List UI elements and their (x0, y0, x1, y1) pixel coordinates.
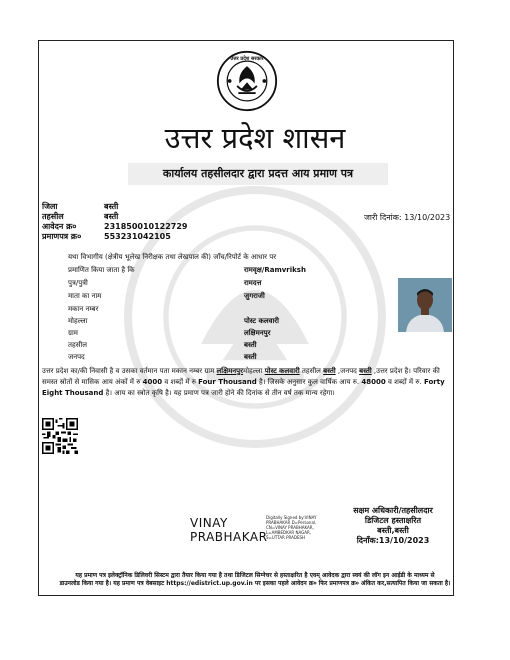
digital-signature-line: PRABHAKAR D=Personal, (266, 520, 317, 525)
applicant-photo (398, 278, 452, 332)
digital-signature-line: L=AMBEDKAR NAGAR, (266, 530, 312, 535)
qr-code-icon (42, 418, 78, 454)
digital-signature-block (266, 515, 316, 540)
detail-label: माता का नाम (68, 292, 102, 300)
detail-label: मोहल्ला (68, 317, 88, 325)
paragraph-text: मोहल्ला (243, 367, 265, 375)
paragraph-mohalla: पोस्ट कलवारी (264, 367, 300, 375)
meta-value: बस्ती (104, 202, 119, 211)
paragraph-tehsil: बस्ती (323, 367, 336, 375)
officer-block (338, 506, 448, 546)
paragraph-text: व शब्दों में रु. (385, 378, 424, 386)
annual-income-number: 48000 (361, 378, 386, 386)
annual-income-words: Forty Eight Thousand (42, 378, 445, 397)
monthly-income-words: Four Thousand (198, 378, 257, 386)
detail-value: पोस्ट कलवारी (244, 317, 279, 325)
officer-date: दिनाँक:13/10/2023 (356, 536, 430, 545)
certificate-subtitle: कार्यालय तहसीलदार द्वारा प्रदत्त आय प्रमाण पत्र (128, 163, 388, 185)
monthly-income-number: 4000 (142, 378, 163, 386)
paragraph-village: लक्षिमनपुर (216, 367, 244, 375)
detail-label: पुत्र/पुत्री (68, 279, 88, 287)
detail-label: तहसील (68, 341, 87, 349)
paragraph-text: उत्तर प्रदेश का/की निवासी है व उसका वर्तमान पता मकान नम्बर ग्राम (42, 367, 217, 375)
certificate-paragraph (42, 366, 454, 399)
digital-signature-line: S=UTTAR PRADESH (266, 535, 306, 540)
paragraph-text: तहसील (299, 367, 324, 375)
paragraph-text: व शब्दों में रु (162, 378, 199, 386)
detail-value: रामवृक्ष/Ramvriksh (244, 266, 306, 274)
detail-value: जुगराजी (244, 292, 265, 300)
issue-date: जारी दिनांक: 13/10/2023 (364, 213, 451, 222)
detail-value: लक्षिमनपुर (244, 329, 271, 337)
officer-digital-signed: डिजिटल हस्ताक्षरित (364, 516, 422, 525)
detail-label: प्रमाणित किया जाता है कि (68, 266, 135, 274)
meta-value: बस्ती (104, 212, 119, 221)
paragraph-text: है। आय का स्त्रोत कृषि है। यह प्रमाण पत्र जारी होने की दिनांक से तीन वर्ष तक मान्य रहेगा। (103, 389, 335, 397)
digital-signature-line: CN=VINAY PRABHAKAR, (266, 525, 314, 530)
signer-name (190, 516, 267, 544)
person-photo-icon (398, 278, 452, 332)
paragraph-text: ,उत्तर प्रदेश है। परिवार की समस्त स्रोतों से मासिक आय अंकों में रु (42, 367, 440, 386)
paragraph-text: है। जिसके अनुसार कुल वार्षिक आय रु. (256, 378, 362, 386)
emblem-text: उत्तर प्रदेश सरकार (230, 56, 264, 62)
detail-value: बस्ती (244, 341, 257, 349)
meta-label: जिला (42, 202, 58, 211)
meta-value: 553231042105 (104, 232, 171, 241)
detail-label: जनपद (68, 353, 85, 361)
footer-note (42, 572, 468, 588)
detail-value: रामदत्त (244, 279, 262, 287)
footer-line: यह प्रमाण पत्र इलेक्ट्रॉनिक डिलिवरी सिस्टम द्वारा तैयार किया गया है तथा डिजिटल सिग्नेचर से हस्ताक्षरित है एवम् आवेदक द्वारा स्वयं की लॉग इन आईडी के माध्यम से (75, 572, 435, 579)
detail-label: ग्राम (68, 329, 78, 337)
intro-text: यथा विभागीय (क्षेत्रीय भूलेख निरीक्षक तथा लेखपाल की) जाँच/रिपोर्ट के आधार पर (68, 253, 277, 261)
paragraph-text: ,जनपद (335, 367, 360, 375)
digital-signature-line: Digitally Signed by:VINAY (266, 515, 317, 520)
officer-designation: सक्षम अधिकारी/तहसीलदार (353, 506, 433, 515)
footer-line: डाउनलोड किया गया है। यह प्रमाण पत्र वेबसाइट https://edistrict.up.gov.in पर इसका पहले आवेदन क्र० फिर प्रमाणपत्र क्र० अंकित कर,सत्यापित किया जा सकता है। (59, 580, 451, 587)
meta-label: प्रमाणपत्र क्र० (42, 232, 82, 241)
detail-value: बस्ती (244, 353, 257, 361)
signer-name-line: VINAY (190, 516, 228, 530)
page-title: उत्तर प्रदेश शासन (164, 121, 346, 155)
meta-label: आवेदन क्र० (42, 222, 77, 231)
detail-label: मकान नम्बर (68, 305, 99, 313)
meta-value: 231850010122729 (104, 222, 188, 231)
meta-label: तहसील (42, 212, 64, 221)
signer-name-line: PRABHAKAR (190, 530, 268, 544)
officer-location: बस्ती,बस्ती (377, 526, 409, 535)
paragraph-district: बस्ती (359, 367, 372, 375)
